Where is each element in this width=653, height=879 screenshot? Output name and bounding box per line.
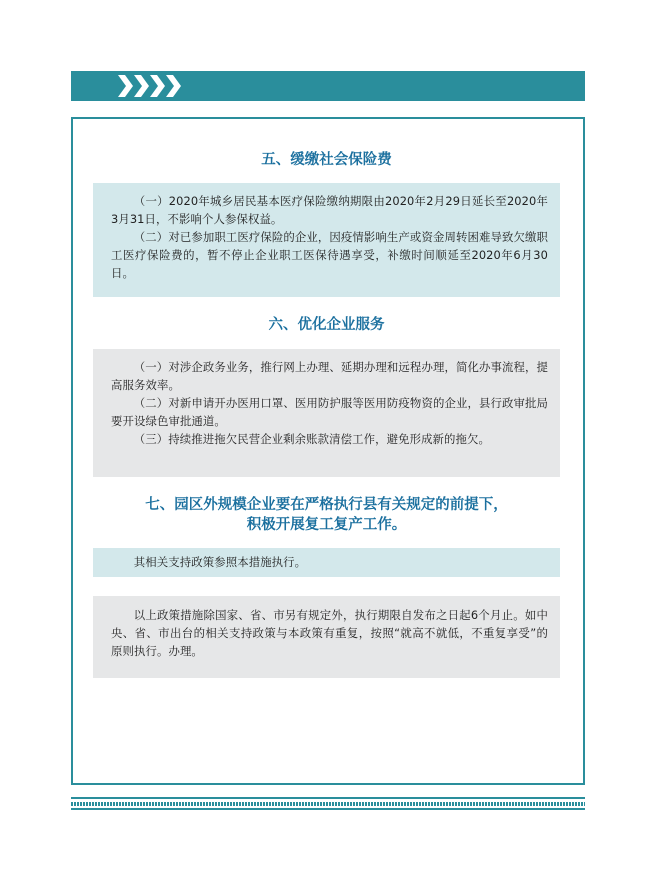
section-5-title: 五、缓缴社会保险费 bbox=[261, 152, 392, 168]
section-5-paragraph-1: （一）2020年城乡居民基本医疗保险缴纳期限由2020年2月29日延长至2020年3月31日，不影响个人参保权益。 bbox=[111, 194, 548, 226]
closing-box bbox=[93, 596, 560, 678]
closing-paragraph: 以上政策措施除国家、省、市另有规定外，执行期限自发布之日起6个月止。如中央、省、市出台的相关支持政策与本政策有重复，按照“就高不就低，不重复享受”的原则执行。办理。 bbox=[111, 608, 548, 658]
section-6-box bbox=[93, 349, 560, 477]
section-6-paragraph-2: （二）对新申请开办医用口罩、医用防护服等医用防疫物资的企业，县行政审批局要开设绿色审批通道。 bbox=[111, 396, 548, 428]
section-7-note: 其相关支持政策参照本措施执行。 bbox=[133, 555, 307, 569]
footer-rule bbox=[71, 797, 585, 810]
section-7-box bbox=[93, 548, 560, 577]
section-7-title-line-2: 积极开展复工复产工作。 bbox=[246, 517, 407, 533]
section-6-paragraph-1: （一）对涉企政务业务，推行网上办理、延期办理和远程办理，简化办事流程，提高服务效率。 bbox=[111, 360, 548, 392]
section-7-title-line-1: 七、园区外规模企业要在严格执行县有关规定的前提下， bbox=[145, 497, 508, 513]
section-5-box bbox=[93, 183, 560, 297]
section-5-paragraph-2: （二）对已参加职工医疗保险的企业，因疫情影响生产或资金周转困难导致欠缴职工医疗保险费的，暂不停止企业职工医保待遇享受，补缴时间顺延至2020年6月30日。 bbox=[111, 230, 548, 280]
chevron-right-icon bbox=[118, 71, 198, 101]
section-6-paragraph-3: （三）持续推进拖欠民营企业剩余账款清偿工作，避免形成新的拖欠。 bbox=[133, 432, 491, 446]
section-6-title: 六、优化企业服务 bbox=[268, 317, 385, 333]
